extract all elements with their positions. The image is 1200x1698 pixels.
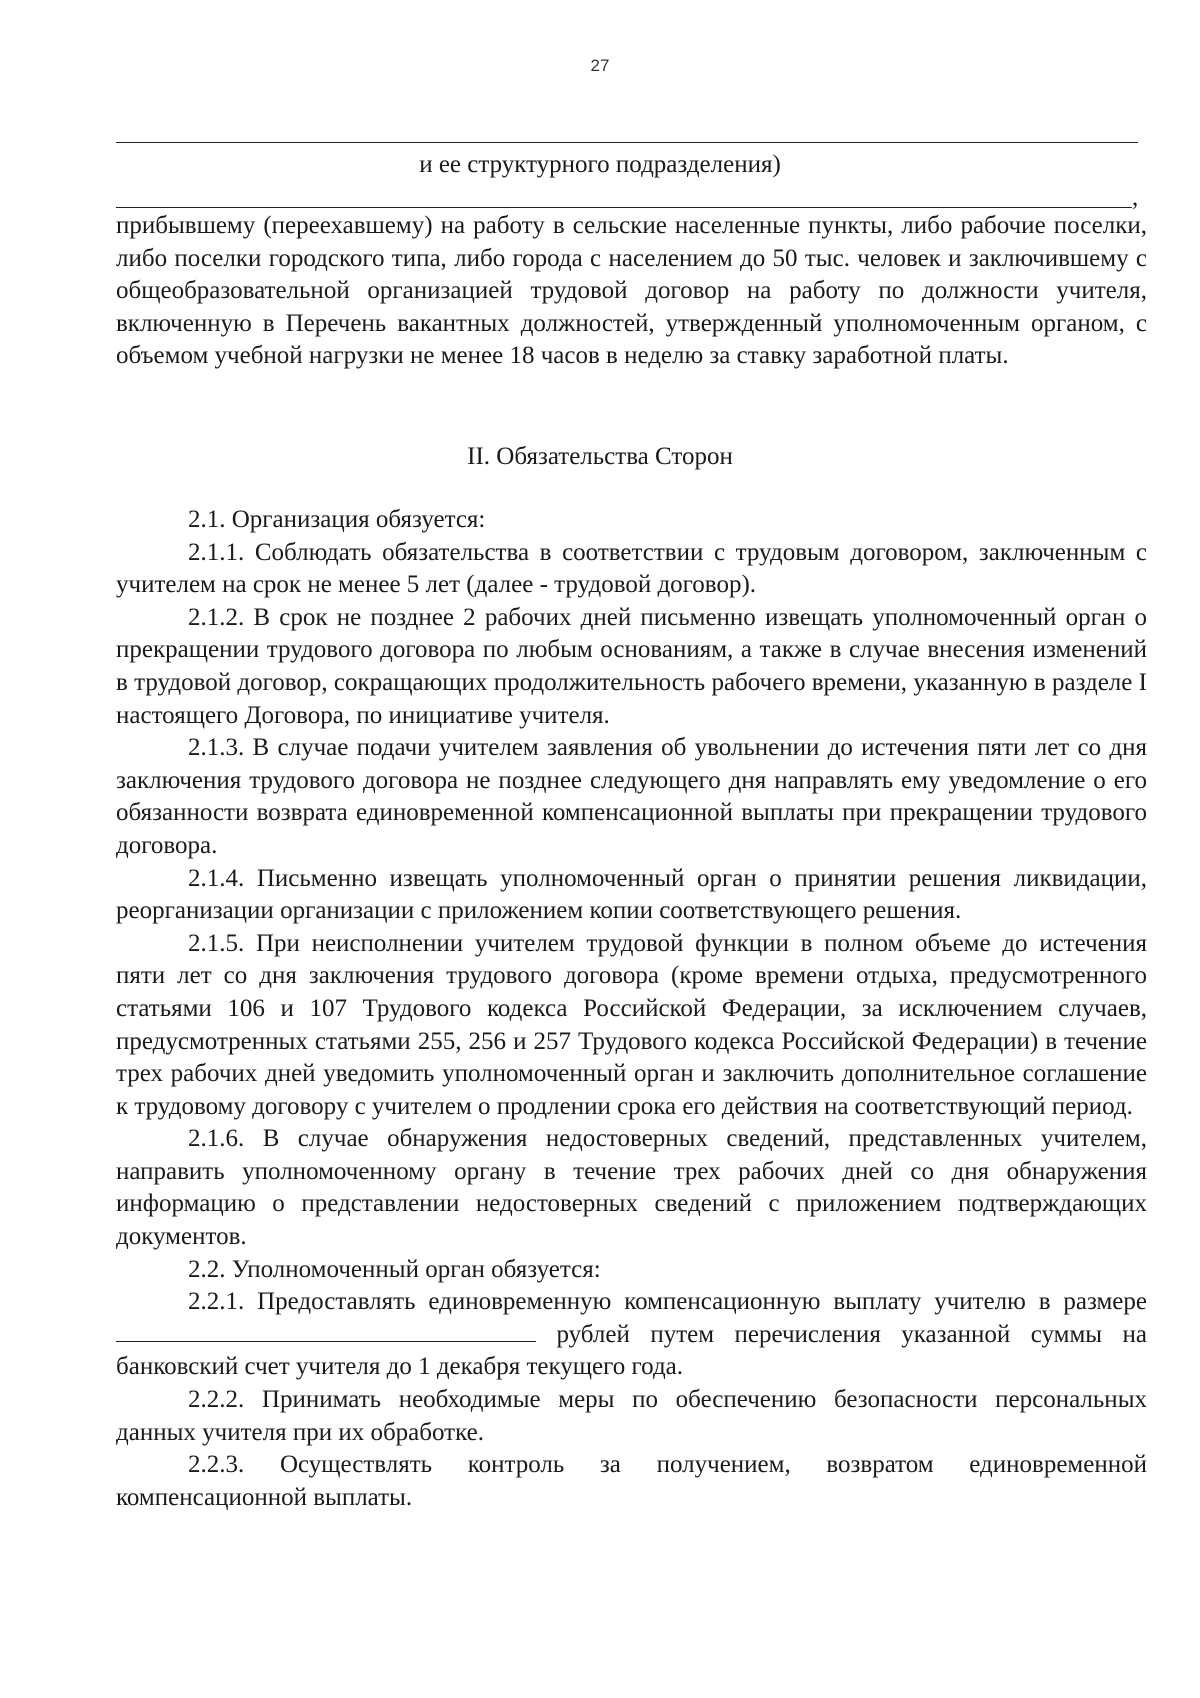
clause-2-2-3: 2.2.3. Осуществлять контроль за получением, возвратом единовременной компенсационной выплаты. (116, 1451, 1147, 1511)
clause-2-2: 2.2. Уполномоченный орган обязуется: (188, 1255, 601, 1283)
clause-2-2-1-text-before: 2.2.1. Предоставлять единовременную компенсационную выплату учителю в размере (188, 1288, 1147, 1316)
intro-paragraph: прибывшему (переехавшему) на работу в сельские населенные пункты, либо рабочие поселки, либо поселки городского типа, либо города с населением до 50 тыс. человек и заключившему с общеобразовательной организацией трудовой договор на работу по должности учителя, включенную в Перечень вакантных должностей, утвержденный уполномоченным органом, с объемом учебной нагрузки не менее 18 часов в неделю за ставку заработной платы. (116, 212, 1147, 370)
clauses-block (116, 504, 1147, 1514)
clause-2-1-5: 2.1.5. При неисполнении учителем трудовой функции в полном объеме до истечения пяти лет со дня заключения трудового договора (кроме времени отдыха, предусмотренного статьями 106 и 107 Трудового кодекса Российской Федерации, за исключением случаев, предусмотренных статьями 255, 256 и 257 Трудового кодекса Российской Федерации) в течение трех рабочих дней уведомить уполномоченный орган и заключить дополнительное соглашение к трудовому договору с учителем о продлении срока его действия на соответствующий период. (116, 929, 1147, 1120)
fill-in-line-top (116, 142, 1138, 143)
clause-2-1-1: 2.1.1. Соблюдать обязательства в соответствии с трудовым договором, заключенным с учителем на срок не менее 5 лет (далее - трудовой договор). (116, 538, 1147, 599)
clause-2-2-1-text-after: рублей путем перечисления указанной суммы на банковский счет учителя до 1 декабря текущего года. (116, 1320, 1148, 1381)
fill-in-line-bottom (116, 207, 1132, 208)
fill-in-caption: и ее структурного подразделения) (419, 151, 781, 178)
section-title: II. Обязательства Сторон (467, 443, 733, 470)
clause-2-1-2: 2.1.2. В срок не позднее 2 рабочих дней письменно извещать уполномоченный орган о прекращении трудового договора по любым основаниям, а также в случае внесения изменений в трудовой договор, сокращающих продолжительность рабочего времени, указанную в разделе I настоящего Договора, по инициативе учителя. (116, 603, 1147, 729)
fill-in-line-comma: , (1132, 184, 1139, 211)
clause-2-1-4: 2.1.4. Письменно извещать уполномоченный орган о принятии решения ликвидации, реорганизации организации с приложением копии соответствующего решения. (116, 864, 1147, 925)
clause-2-1-6: 2.1.6. В случае обнаружения недостоверных сведений, представленных учителем, направить уполномоченному органу в течение трех рабочих дней со дня обнаружения информацию о представлении недостоверных сведений с приложением подтверждающих документов. (116, 1125, 1147, 1251)
amount-blank-line (116, 1319, 536, 1342)
clause-2-2-1 (116, 1286, 1147, 1384)
clause-2-2-2: 2.2.2. Принимать необходимые меры по обеспечению безопасности персональных данных учителя при их обработке. (116, 1386, 1147, 1446)
clause-2-1-3: 2.1.3. В случае подачи учителем заявления об увольнении до истечения пяти лет со дня заключения трудового договора не позднее следующего дня направлять ему уведомление о его обязанности возврата единовременной компенсационной выплаты при прекращении трудового договора. (116, 734, 1147, 859)
clause-2-1: 2.1. Организация обязуется: (188, 506, 486, 533)
page-number: 27 (590, 56, 610, 75)
